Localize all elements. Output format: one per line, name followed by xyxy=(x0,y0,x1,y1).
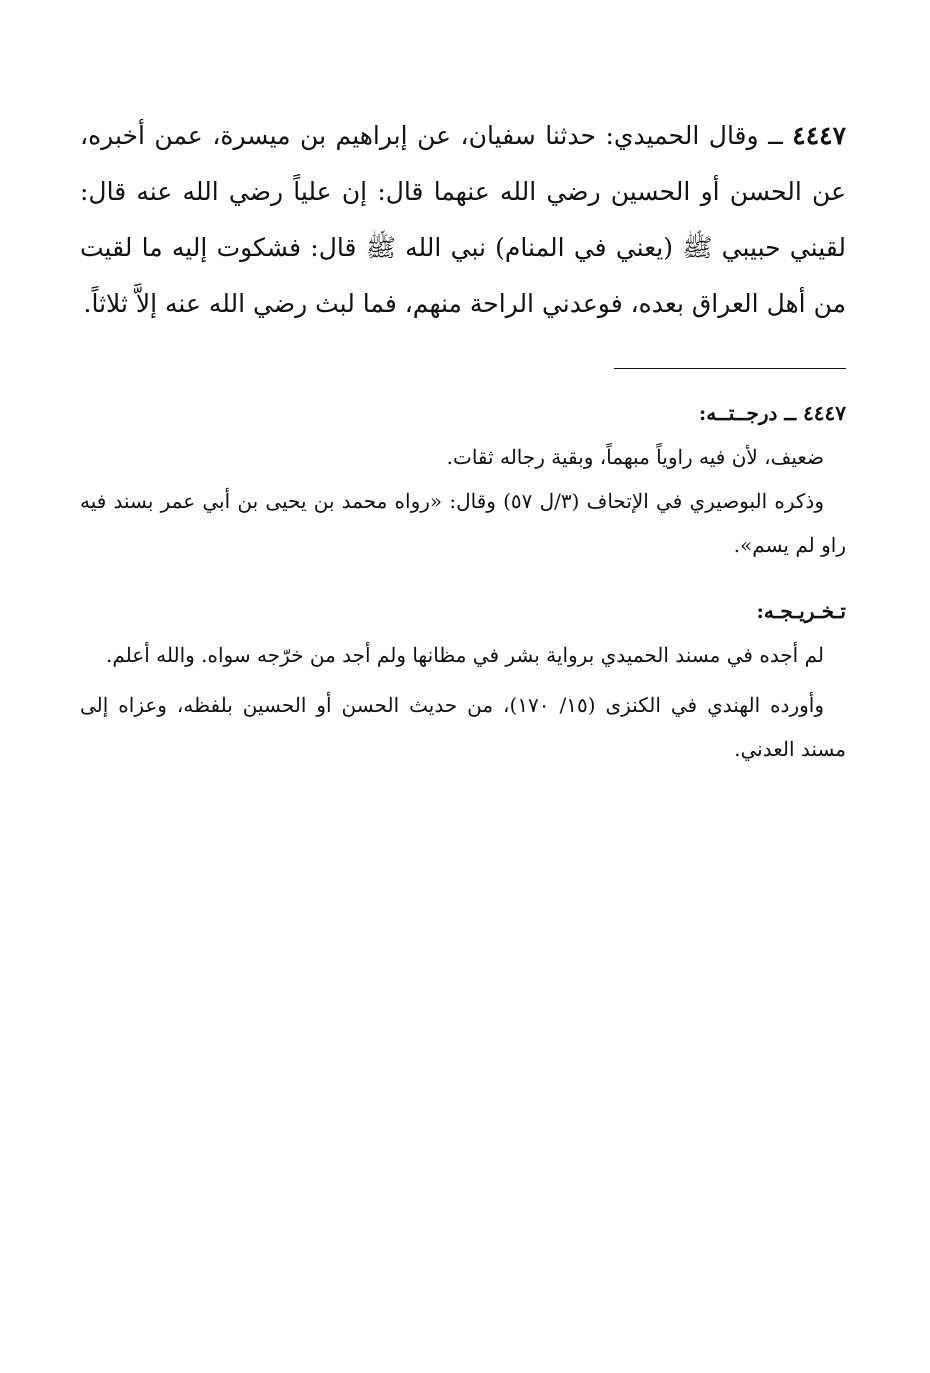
hadith-block xyxy=(80,108,846,332)
hadith-number: ٤٤٤٧ xyxy=(792,121,846,150)
takhrij-heading: تـخـريـجـه: xyxy=(756,599,846,623)
takhrij-text-2: وأورده الهندي في الكنزى (١٥/ ١٧٠)، من حديث الحسن أو الحسين بلفظه، وعزاه إلى مسند العدني. xyxy=(80,693,846,761)
grade-text: ضعيف، لأن فيه راوياً مبهماً، وبقية رجاله ثقات. xyxy=(446,445,824,469)
hadith-dash: ــ xyxy=(768,121,783,150)
hadith-text: وقال الحميدي: حدثنا سفيان، عن إبراهيم بن ميسرة، عمن أخبره، عن الحسن أو الحسين رضي الله عنهما قال: إن علياً رضي الله عنه قال: لقيني حبيبي ﷺ (يعني في المنام) نبي الله ﷺ قال: فشكوت إليه ما لقيت من أهل العراق بعده، فوعدني الراحة منهم، فما لبث رضي الله عنه إلاَّ ثلاثاً. xyxy=(80,121,846,318)
grade-heading: ٤٤٤٧ ــ درجــتــه: xyxy=(698,401,846,425)
page xyxy=(80,108,846,771)
hadith-paragraph xyxy=(80,108,846,332)
footnote-separator xyxy=(614,368,846,369)
takhrij-text-1: لم أجده في مسند الحميدي برواية بشر في مظانها ولم أجد من خرّجه سواه. والله أعلم. xyxy=(106,643,824,667)
footnotes-block xyxy=(80,391,846,771)
busiri-text: وذكره البوصيري في الإتحاف (٣/ل ٥٧) وقال: «رواه محمد بن يحيى بن أبي عمر بسند فيه راو لم يسم». xyxy=(80,489,846,557)
